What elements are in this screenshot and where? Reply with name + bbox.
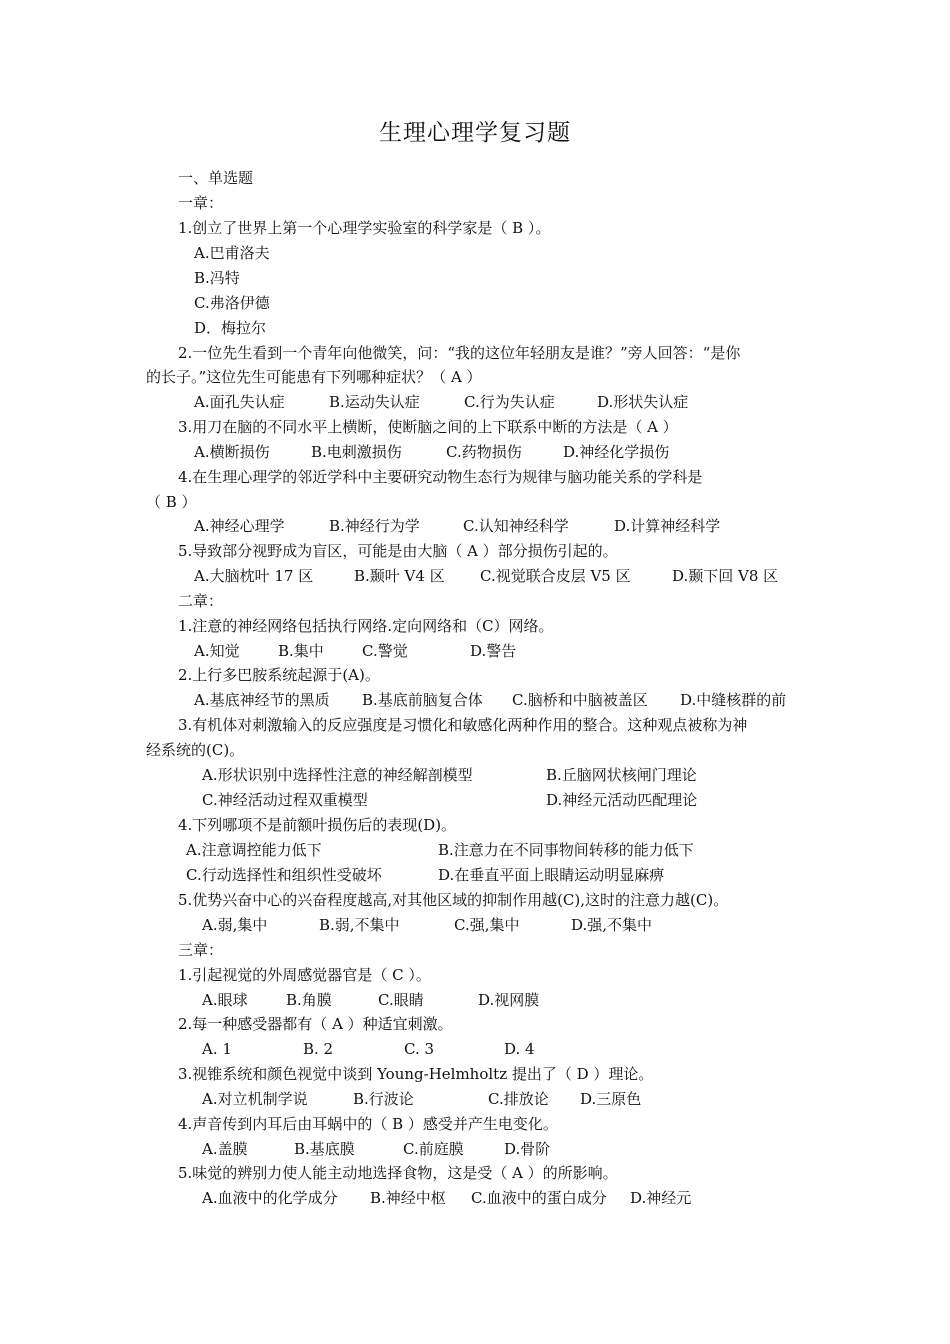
option-item: B.注意力在不同事物间转移的能力低下 (438, 841, 694, 859)
option-row (0, 839, 950, 861)
option-item: D.骨阶 (504, 1140, 551, 1158)
option-item: A.面孔失认症 (194, 393, 285, 411)
option-item: A.巴甫洛夫 (194, 244, 270, 262)
question-stem: 3.视锥系统和颜色视觉中谈到 Young-Helmholtz 提出了（ D ）理论。 (178, 1065, 654, 1083)
option-item: C.前庭膜 (403, 1140, 464, 1158)
option-item: C.排放论 (488, 1090, 549, 1108)
option-row (0, 689, 950, 711)
option-item: D.视网膜 (478, 991, 540, 1009)
option-item: D.警告 (470, 642, 517, 660)
option-item: A. 1 (202, 1040, 232, 1058)
option-item: D.在垂直平面上眼睛运动明显麻痹 (438, 866, 665, 884)
option-row (0, 1187, 950, 1209)
option-item: C.血液中的蛋白成分 (471, 1189, 607, 1207)
question-stem: 1.创立了世界上第一个心理学实验室的科学家是（ B ）。 (178, 219, 551, 237)
option-item: C.警觉 (362, 642, 408, 660)
option-row (0, 640, 950, 662)
option-item: B.丘脑网状核闸门理论 (546, 766, 697, 784)
option-item: A.注意调控能力低下 (186, 841, 322, 859)
option-item: D.神经元活动匹配理论 (546, 791, 698, 809)
option-row (0, 565, 950, 587)
option-row (0, 914, 950, 936)
option-item: D.中缝核群的前 (680, 691, 787, 709)
question-stem: 5.优势兴奋中心的兴奋程度越高,对其他区域的抑制作用越(C),这时的注意力越(C)。 (178, 891, 729, 909)
option-item: B.行波论 (353, 1090, 414, 1108)
option-item: A.血液中的化学成分 (202, 1189, 338, 1207)
option-item: C.行为失认症 (464, 393, 555, 411)
option-item: A.大脑枕叶 17 区 (194, 567, 314, 585)
option-item: B.基底前脑复合体 (362, 691, 483, 709)
option-item: B.颞叶 V4 区 (354, 567, 445, 585)
question-stem: 5.味觉的辨别力使人能主动地选择食物，这是受（ A ）的所影响。 (178, 1164, 618, 1182)
option-item: C.强,集中 (454, 916, 520, 934)
option-item: A.盖膜 (202, 1140, 248, 1158)
option-item: D.三原色 (580, 1090, 642, 1108)
option-item: A.知觉 (194, 642, 240, 660)
option-item: C.弗洛伊德 (194, 294, 270, 312)
option-item: B.电刺激损伤 (311, 443, 402, 461)
option-item: B.冯特 (194, 269, 240, 287)
chapter-heading-3: 三章： (178, 941, 224, 959)
page-title: 生理心理学复习题 (379, 120, 571, 146)
option-item: D．梅拉尔 (194, 319, 267, 337)
option-item: C.认知神经科学 (463, 517, 569, 535)
option-item: B.神经行为学 (329, 517, 420, 535)
option-item: B.运动失认症 (329, 393, 420, 411)
option-item: A.对立机制学说 (202, 1090, 308, 1108)
option-item: C. 3 (404, 1040, 435, 1058)
option-item: C.神经活动过程双重模型 (202, 791, 368, 809)
option-row (0, 515, 950, 537)
option-row (0, 789, 950, 811)
option-item: D.形状失认症 (597, 393, 689, 411)
question-stem: 4.下列哪项不是前额叶损伤后的表现(D)。 (178, 816, 457, 834)
option-item: A.形状识别中选择性注意的神经解剖模型 (202, 766, 473, 784)
option-row (0, 391, 950, 413)
option-row (0, 1088, 950, 1110)
option-item: A.基底神经节的黑质 (194, 691, 330, 709)
option-item: B.弱,不集中 (319, 916, 400, 934)
option-item: C.视觉联合皮层 V5 区 (480, 567, 631, 585)
option-item: A.横断损伤 (194, 443, 270, 461)
option-row (0, 764, 950, 786)
option-item: D. 4 (504, 1040, 535, 1058)
option-row (0, 1138, 950, 1160)
question-stem-continued: 经系统的(C)。 (146, 741, 245, 759)
question-stem-continued: （ B ） (146, 493, 197, 511)
option-item: D.神经元 (630, 1189, 692, 1207)
option-item: C.脑桥和中脑被盖区 (512, 691, 648, 709)
section-heading: 一、单选题 (178, 169, 254, 187)
option-item: B.基底膜 (294, 1140, 355, 1158)
question-stem-continued: 的长子。”这位先生可能患有下列哪种症状？（ A ） (146, 368, 482, 386)
option-row (0, 1038, 950, 1060)
option-item: A.神经心理学 (194, 517, 285, 535)
option-row (0, 441, 950, 463)
option-item: B.神经中枢 (370, 1189, 446, 1207)
question-stem: 3.有机体对刺激输入的反应强度是习惯化和敏感化两种作用的整合。这种观点被称为神 (178, 716, 748, 734)
question-stem: 3.用刀在脑的不同水平上横断，使断脑之间的上下联系中断的方法是（ A ） (178, 418, 678, 436)
option-item: C.药物损伤 (446, 443, 522, 461)
chapter-heading-2: 二章： (178, 592, 224, 610)
option-item: B.角膜 (286, 991, 332, 1009)
option-row (0, 864, 950, 886)
question-stem: 2.上行多巴胺系统起源于(A)。 (178, 666, 380, 684)
option-item: C.行动选择性和组织性受破坏 (186, 866, 382, 884)
question-stem: 1.引起视觉的外周感觉器官是（ C ）。 (178, 966, 431, 984)
option-item: B. 2 (303, 1040, 334, 1058)
option-item: A.眼球 (202, 991, 248, 1009)
option-item: B.集中 (278, 642, 324, 660)
option-item: D.颞下回 V8 区 (672, 567, 779, 585)
option-item: C.眼睛 (378, 991, 424, 1009)
question-stem: 4.在生理心理学的邻近学科中主要研究动物生态行为规律与脑功能关系的学科是 (178, 468, 703, 486)
question-stem: 1.注意的神经网络包括执行网络.定向网络和（C）网络。 (178, 617, 554, 635)
chapter-heading-1: 一章： (178, 194, 224, 212)
option-row (0, 989, 950, 1011)
option-item: D.神经化学损伤 (563, 443, 670, 461)
question-stem: 2.每一种感受器都有（ A ）种适宜刺激。 (178, 1015, 453, 1033)
question-stem: 5.导致部分视野成为盲区，可能是由大脑（ A ）部分损伤引起的。 (178, 542, 618, 560)
question-stem: 4.声音传到内耳后由耳蜗中的（ B ）感受并产生电变化。 (178, 1115, 558, 1133)
question-stem: 2.一位先生看到一个青年向他微笑，问：“我的这位年轻朋友是谁？”旁人回答：“是你 (178, 344, 741, 362)
option-item: D.计算神经科学 (614, 517, 721, 535)
option-item: A.弱,集中 (202, 916, 268, 934)
option-item: D.强,不集中 (571, 916, 653, 934)
